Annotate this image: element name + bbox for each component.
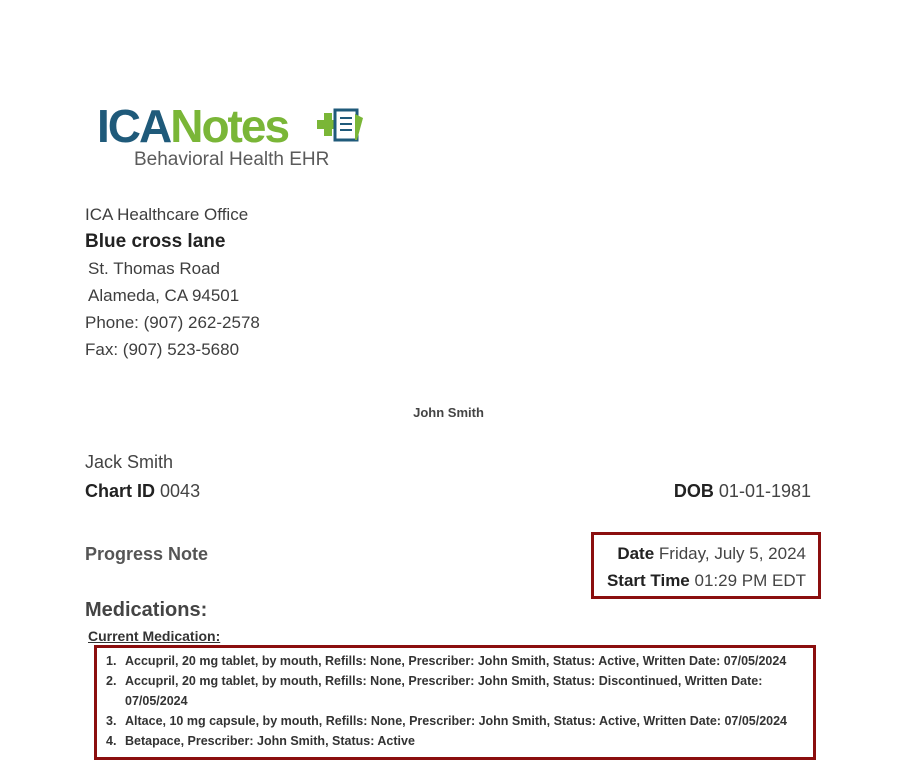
dob-row	[674, 481, 811, 502]
office-city: Alameda, CA 94501	[88, 286, 240, 305]
medication-item	[106, 671, 806, 711]
date-row	[617, 544, 806, 564]
start-time-row	[607, 571, 806, 591]
office-name: ICA Healthcare Office	[85, 205, 249, 224]
medication-text: Altace, 10 mg capsule, by mouth, Refills: None, Prescriber: John Smith, Status: Active, Written Date: 07/05/2024	[125, 714, 787, 728]
dob-label: DOB	[673, 481, 714, 501]
medication-list	[106, 651, 806, 751]
office-fax: Fax: (907) 523-5680	[85, 340, 240, 359]
medication-text: Accupril, 20 mg tablet, by mouth, Refills: None, Prescriber: John Smith, Status: Discontinued, Written Date: 07/05/2024	[125, 674, 763, 708]
logo-notes-text: Notes	[170, 100, 289, 152]
office-address-block	[85, 201, 260, 363]
current-medication-label: Current Medication:	[88, 628, 221, 644]
clinician-name: John Smith	[413, 405, 484, 420]
ica-notes-logo	[97, 100, 367, 175]
medication-item	[106, 711, 806, 731]
medication-number: 4.	[106, 734, 117, 748]
chart-id-value: 0043	[160, 481, 201, 501]
start-time-label: Start Time	[606, 571, 690, 590]
medication-number: 1.	[106, 654, 117, 668]
logo-wordmark	[97, 100, 288, 152]
medication-text: Betapace, Prescriber: John Smith, Status: Active	[125, 734, 415, 748]
medication-item	[106, 731, 806, 751]
medications-heading: Medications:	[85, 599, 208, 621]
chart-id-label: Chart ID	[85, 481, 156, 501]
plus-document-icon	[317, 104, 365, 148]
medication-number: 2.	[106, 674, 117, 688]
start-time-value: 01:29 PM EDT	[694, 571, 806, 590]
patient-name: Jack Smith	[85, 452, 174, 472]
date-highlight-box	[591, 532, 821, 599]
chart-id-row	[85, 481, 200, 502]
office-street: St. Thomas Road	[88, 259, 220, 278]
dob-value: 01-01-1981	[718, 481, 811, 501]
logo-tagline: Behavioral Health EHR	[134, 149, 330, 170]
office-phone: Phone: (907) 262-2578	[85, 313, 260, 332]
logo-ica-text: ICA	[97, 100, 171, 152]
date-label: Date	[617, 544, 655, 563]
practice-name: Blue cross lane	[85, 231, 226, 252]
date-value: Friday, July 5, 2024	[658, 544, 806, 563]
note-type: Progress Note	[85, 544, 209, 564]
medication-number: 3.	[106, 714, 117, 728]
medication-item	[106, 651, 806, 671]
medication-text: Accupril, 20 mg tablet, by mouth, Refills: None, Prescriber: John Smith, Status: Active, Written Date: 07/05/2024	[125, 654, 787, 668]
